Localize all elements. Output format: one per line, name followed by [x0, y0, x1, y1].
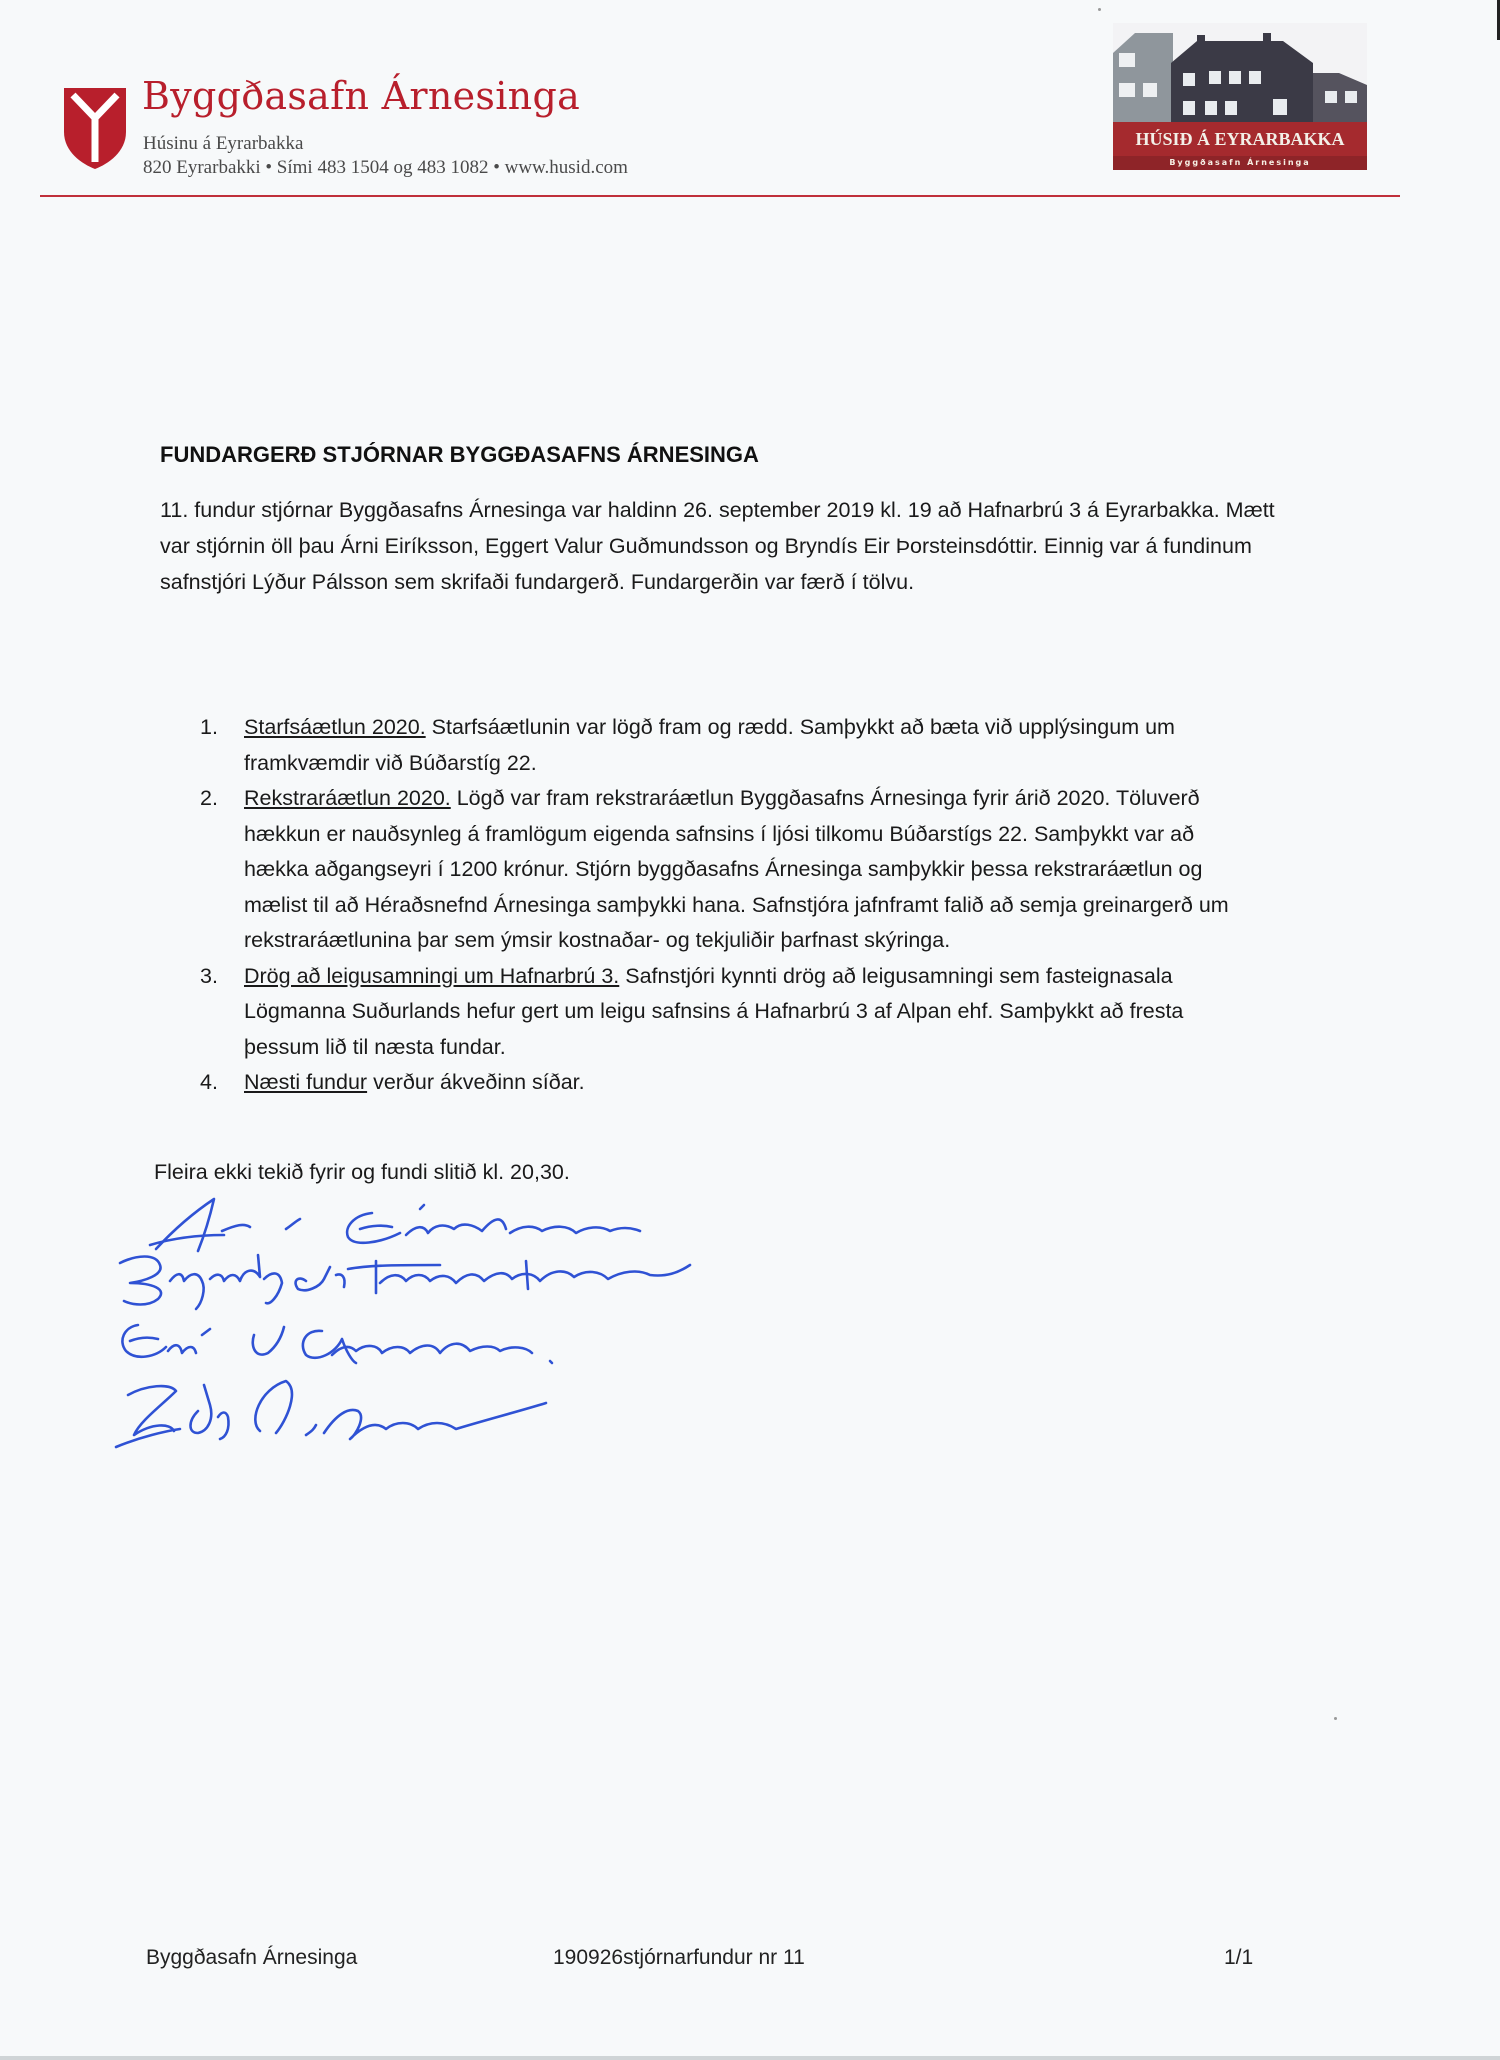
- footer-org: Byggðasafn Árnesinga: [146, 1946, 358, 1969]
- agenda-item-number: 4.: [200, 1070, 218, 1094]
- agenda-item-text: Starfsáætlunin var lögð fram og rædd. Samþykkt að bæta við upplýsingum um framkvæmdir við Búðarstíg 22.: [244, 715, 1175, 775]
- agenda-item-text: verður ákveðinn síðar.: [367, 1070, 585, 1094]
- agenda-item: [200, 1065, 1260, 1101]
- agenda-item-number: 1.: [200, 715, 218, 739]
- scan-speck: [1098, 8, 1101, 11]
- signature-2: [120, 1255, 690, 1309]
- footer-page-number: 1/1: [1224, 1946, 1254, 1969]
- address-line-1: Húsinu á Eyrarbakka: [143, 133, 304, 154]
- agenda-item-text: Safnstjóri kynnti drög að leigusamningi sem fasteignasala Lögmanna Suðurlands hefur gert um leigu safnsins á Hafnarbrú 3 af Alpan ehf. Samþykkt að fresta þessum lið til næsta fundar.: [244, 963, 1184, 1059]
- signature-3: [122, 1325, 552, 1363]
- agenda-item-heading: Næsti fundur: [244, 1070, 368, 1094]
- agenda-list: [200, 710, 1260, 1101]
- header-divider: [40, 195, 1400, 197]
- document-title: FUNDARGERÐ STJÓRNAR BYGGÐASAFNS ÁRNESINGA: [160, 442, 759, 467]
- agenda-item-heading: Starfsáætlun 2020.: [244, 715, 426, 739]
- agenda-item-heading: Rekstraráætlun 2020.: [244, 786, 451, 810]
- museum-shield-logo-icon: [62, 86, 128, 170]
- agenda-item: [200, 781, 1260, 959]
- scan-speck: [1334, 1717, 1337, 1720]
- closing-line: Fleira ekki tekið fyrir og fundi slitið kl. 20,30.: [154, 1160, 570, 1184]
- agenda-item-number: 3.: [200, 963, 218, 988]
- handwritten-signatures: [110, 1185, 830, 1475]
- signature-4: [116, 1381, 546, 1447]
- badge-subtitle: Byggðasafn Árnesinga: [1113, 156, 1367, 170]
- agenda-item: [200, 959, 1260, 1066]
- agenda-item: [200, 710, 1260, 781]
- scan-bottom-edge: [0, 2056, 1500, 2060]
- agenda-item-heading: Drög að leigusamningi um Hafnarbrú 3.: [244, 963, 620, 988]
- intro-paragraph: 11. fundur stjórnar Byggðasafns Árnesinga var haldinn 26. september 2019 kl. 19 að Hafnarbrú 3 á Eyrarbakka. Mætt var stjórnin öll þau Árni Eiríksson, Eggert Valur Guðmundsson og Bryndís Eir Þorsteinsdóttir. Einnig var á fundinum safnstjóri Lýður Pálsson sem skrifaði fundargerð. Fundargerðin var færð í tölvu.: [160, 498, 1275, 594]
- org-name: Byggðasafn Árnesinga: [142, 74, 581, 118]
- badge-title: HÚSIÐ Á EYRARBAKKA: [1113, 122, 1367, 156]
- agenda-item-number: 2.: [200, 786, 218, 810]
- agenda-item-text: Lögð var fram rekstraráætlun Byggðasafns Árnesinga fyrir árið 2020. Töluverð hækkun er nauðsynleg á framlögum eigenda safnsins í ljósi tilkomu Búðarstígs 22. Samþykkt var að hækka aðgangseyri í 1200 krónur. Stjórn byggðasafns Árnesinga samþykkir þessa rekstraráætlun og mælist til að Héraðsnefnd Árnesinga samþykki hana. Safnstjóra jafnframt falið að semja greinargerð um rekstraráætlunina þar sem ýmsir kostnaðar- og tekjuliðir þarfnast skýringa.: [244, 786, 1229, 952]
- signature-1: [150, 1199, 640, 1251]
- footer-file-name: 190926stjórnarfundur nr 11: [553, 1946, 805, 1969]
- address-line-2: 820 Eyrarbakki • Sími 483 1504 og 483 1082 • www.husid.com: [143, 157, 628, 178]
